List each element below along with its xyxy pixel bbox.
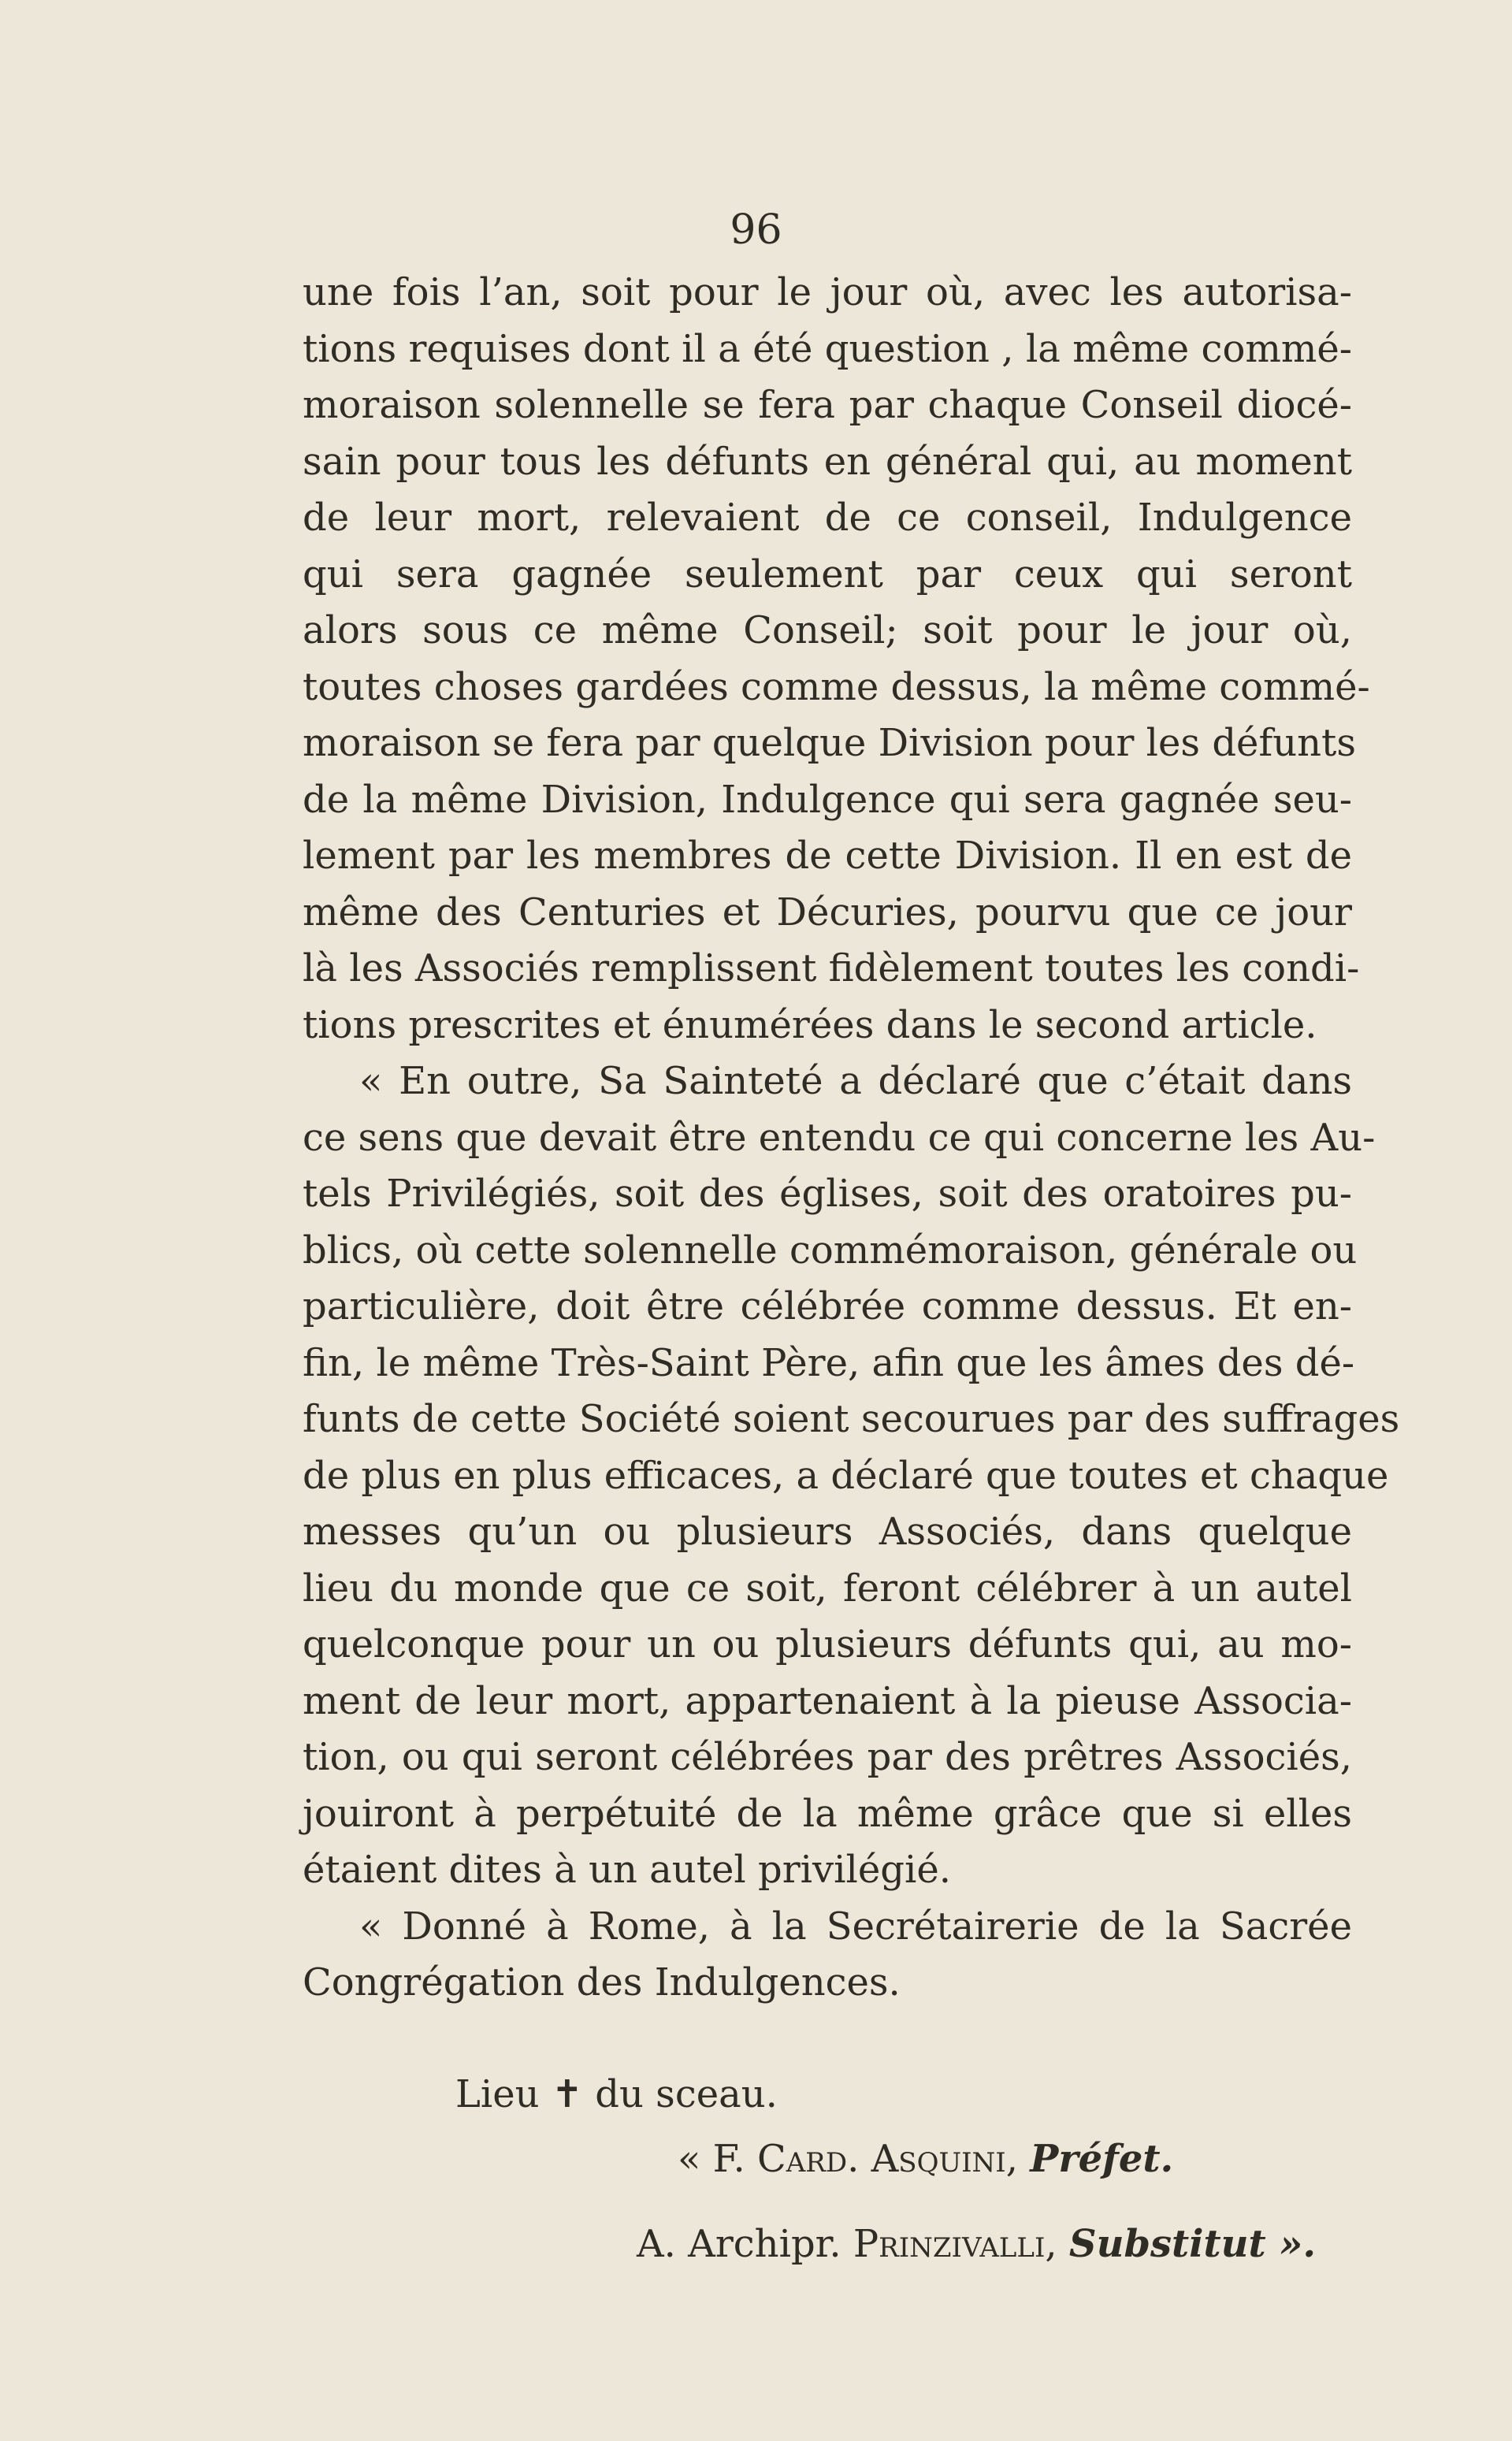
text-line: funts de cette Société soient secourues par des suffrages — [303, 1397, 1400, 1441]
text-line: blics, où cette solennelle commémoraison, générale ou — [303, 1228, 1358, 1273]
text-line: quelconque pour un ou plusieurs défunts qui, au mo- — [303, 1622, 1352, 1666]
signature-substitute-prefix: A. Archipr. — [637, 2222, 841, 2266]
text-line: messes qu’un ou plusieurs Associés, dans quelque — [303, 1510, 1352, 1554]
text-line: moraison solennelle se fera par chaque Conseil diocé- — [303, 383, 1352, 427]
text-line: « Donné à Rome, à la Secrétairerie de la Sacrée — [359, 1904, 1352, 1949]
text-line: jouiront à perpétuité de la même grâce que si elles — [303, 1791, 1352, 1836]
text-line: ce sens que devait être entendu ce qui concerne les Au- — [303, 1115, 1376, 1160]
text-line: Congrégation des Indulgences. — [303, 1960, 901, 2004]
text-line: qui sera gagnée seulement par ceux qui seront — [303, 552, 1352, 596]
text-line: même des Centuries et Décuries, pourvu que ce jour — [303, 890, 1352, 934]
text-line: étaient dites à un autel privilégié. — [303, 1848, 951, 1892]
seal-line: Lieu ✝ du sceau. — [455, 2072, 778, 2116]
text-line: tels Privilégiés, soit des églises, soit des oratoires pu- — [303, 1172, 1352, 1216]
text-line: alors sous ce même Conseil; soit pour le jour où, — [303, 608, 1352, 652]
text-line: tion, ou qui seront célébrées par des prêtres Associés, — [303, 1735, 1352, 1779]
page-number: 96 — [730, 206, 782, 254]
text-line: sain pour tous les défunts en général qui, au moment — [303, 439, 1352, 484]
text-line: tions requises dont il a été question , la même commé- — [303, 326, 1352, 371]
signature-prefect — [678, 2135, 1173, 2183]
text-line: toutes choses gardées comme dessus, la même commé- — [303, 664, 1370, 709]
text-line: de la même Division, Indulgence qui sera gagnée seu- — [303, 777, 1352, 822]
signature-substitute-name: Prinzivalli, — [853, 2222, 1057, 2266]
text-line: tions prescrites et énumérées dans le second article. — [303, 1002, 1317, 1047]
text-line: lieu du monde que ce soit, feront célébrer à un autel — [303, 1566, 1352, 1611]
signature-substitute-title: Substitut ». — [1068, 2222, 1317, 2266]
text-line: de leur mort, relevaient de ce conseil, Indulgence — [303, 496, 1352, 540]
text-line: de plus en plus efficaces, a déclaré que toutes et chaque — [303, 1453, 1389, 1498]
text-line: une fois l’an, soit pour le jour où, avec les autorisa- — [303, 270, 1352, 314]
text-line: moraison se fera par quelque Division pour les défunts — [303, 721, 1356, 765]
signature-prefect-title: Préfet. — [1030, 2137, 1174, 2181]
text-line: là les Associés remplissent fidèlement toutes les condi- — [303, 946, 1360, 990]
signature-substitute — [637, 2220, 1316, 2268]
text-line: lement par les membres de cette Division. Il en est de — [303, 834, 1352, 878]
body-text — [303, 265, 1400, 2012]
signature-prefect-name: « F. Card. Asquini, — [678, 2137, 1018, 2181]
text-line: particulière, doit être célébrée comme dessus. Et en- — [303, 1284, 1352, 1328]
text-line: ment de leur mort, appartenaient à la pieuse Associa- — [303, 1678, 1352, 1723]
text-line: fin, le même Très-Saint Père, afin que les âmes des dé- — [303, 1340, 1355, 1385]
text-line: « En outre, Sa Sainteté a déclaré que c’était dans — [359, 1059, 1352, 1103]
